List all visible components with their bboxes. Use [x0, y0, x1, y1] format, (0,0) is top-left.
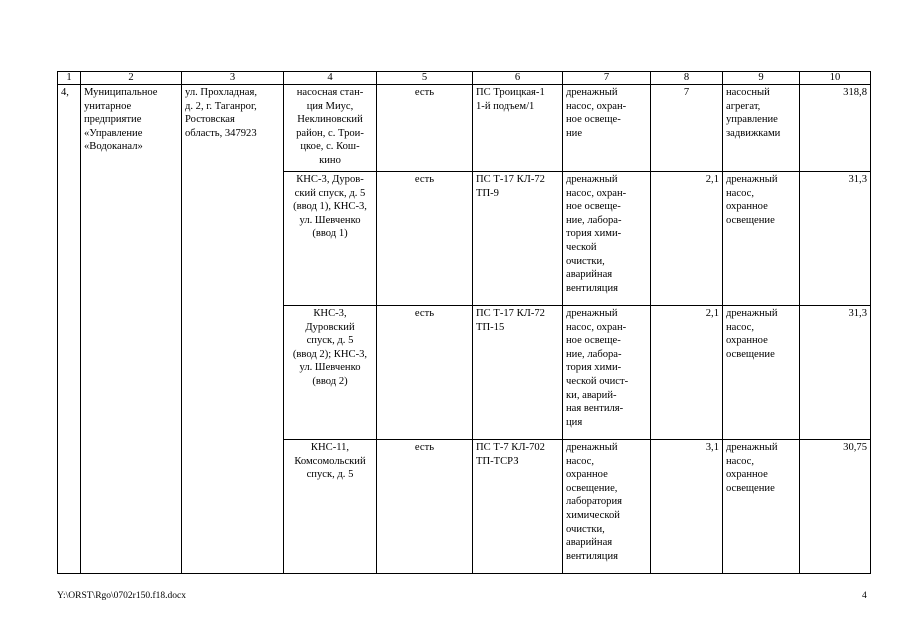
column-number: 10	[800, 72, 871, 85]
organization-name: Муниципальное унитарное предприятие «Управление «Водоканал»	[81, 85, 182, 574]
availability-cell: есть	[377, 440, 473, 574]
column-number: 8	[651, 72, 723, 85]
object-cell: КНС-3, Дуров- ский спуск, д. 5 (ввод 1), КНС-3, ул. Шевченко (ввод 1)	[284, 172, 377, 306]
equipment-cell: дренажный насос, охранное освещение	[723, 440, 800, 574]
consumers-cell: дренажный насос, охран- ное освеще- ние, лабора- тория хими- ческой очист- ки, аварий- ная вентиля- ция	[563, 306, 651, 440]
value-cell: 2,1	[651, 172, 723, 306]
consumers-cell: дренажный насос, охран- ное освеще- ние, лабора- тория хими- ческой очистки, аварийная вентиляция	[563, 172, 651, 306]
substation-cell: ПС Троицкая-1 1-й подъем/1	[473, 85, 563, 172]
column-number: 9	[723, 72, 800, 85]
object-cell: насосная стан- ция Миус, Неклиновский район, с. Трои- цкое, с. Кош- кино	[284, 85, 377, 172]
page-number: 4	[862, 591, 867, 601]
object-cell: КНС-11, Комсомольский спуск, д. 5	[284, 440, 377, 574]
substation-cell: ПС Т-7 КЛ-702 ТП-ТСРЗ	[473, 440, 563, 574]
substation-cell: ПС Т-17 КЛ-72 ТП-15	[473, 306, 563, 440]
column-number: 4	[284, 72, 377, 85]
value-cell: 30,75	[800, 440, 871, 574]
column-number: 7	[563, 72, 651, 85]
column-number: 2	[81, 72, 182, 85]
column-number: 3	[182, 72, 284, 85]
value-cell: 31,3	[800, 172, 871, 306]
equipment-cell: дренажный насос, охранное освещение	[723, 172, 800, 306]
value-cell: 2,1	[651, 306, 723, 440]
column-number: 5	[377, 72, 473, 85]
availability-cell: есть	[377, 306, 473, 440]
table-row	[58, 85, 871, 172]
equipment-cell: насосный агрегат, управление задвижками	[723, 85, 800, 172]
document-table	[57, 71, 871, 574]
row-number: 4,	[58, 85, 81, 574]
availability-cell: есть	[377, 85, 473, 172]
equipment-cell: дренажный насос, охранное освещение	[723, 306, 800, 440]
value-cell: 7	[651, 85, 723, 172]
organization-address: ул. Прохладная, д. 2, г. Таганрог, Ростовская область, 347923	[182, 85, 284, 574]
consumers-cell: дренажный насос, охран- ное освеще- ние	[563, 85, 651, 172]
column-number-row	[58, 72, 871, 85]
consumers-cell: дренажный насос, охранное освещение, лаборатория химической очистки, аварийная вентиляция	[563, 440, 651, 574]
column-number: 1	[58, 72, 81, 85]
value-cell: 318,8	[800, 85, 871, 172]
file-path-footer: Y:\ORST\Rgo\0702r150.f18.docx	[57, 591, 186, 601]
value-cell: 31,3	[800, 306, 871, 440]
column-number: 6	[473, 72, 563, 85]
substation-cell: ПС Т-17 КЛ-72 ТП-9	[473, 172, 563, 306]
object-cell: КНС-3, Дуровский спуск, д. 5 (ввод 2); КНС-3, ул. Шевченко (ввод 2)	[284, 306, 377, 440]
availability-cell: есть	[377, 172, 473, 306]
value-cell: 3,1	[651, 440, 723, 574]
